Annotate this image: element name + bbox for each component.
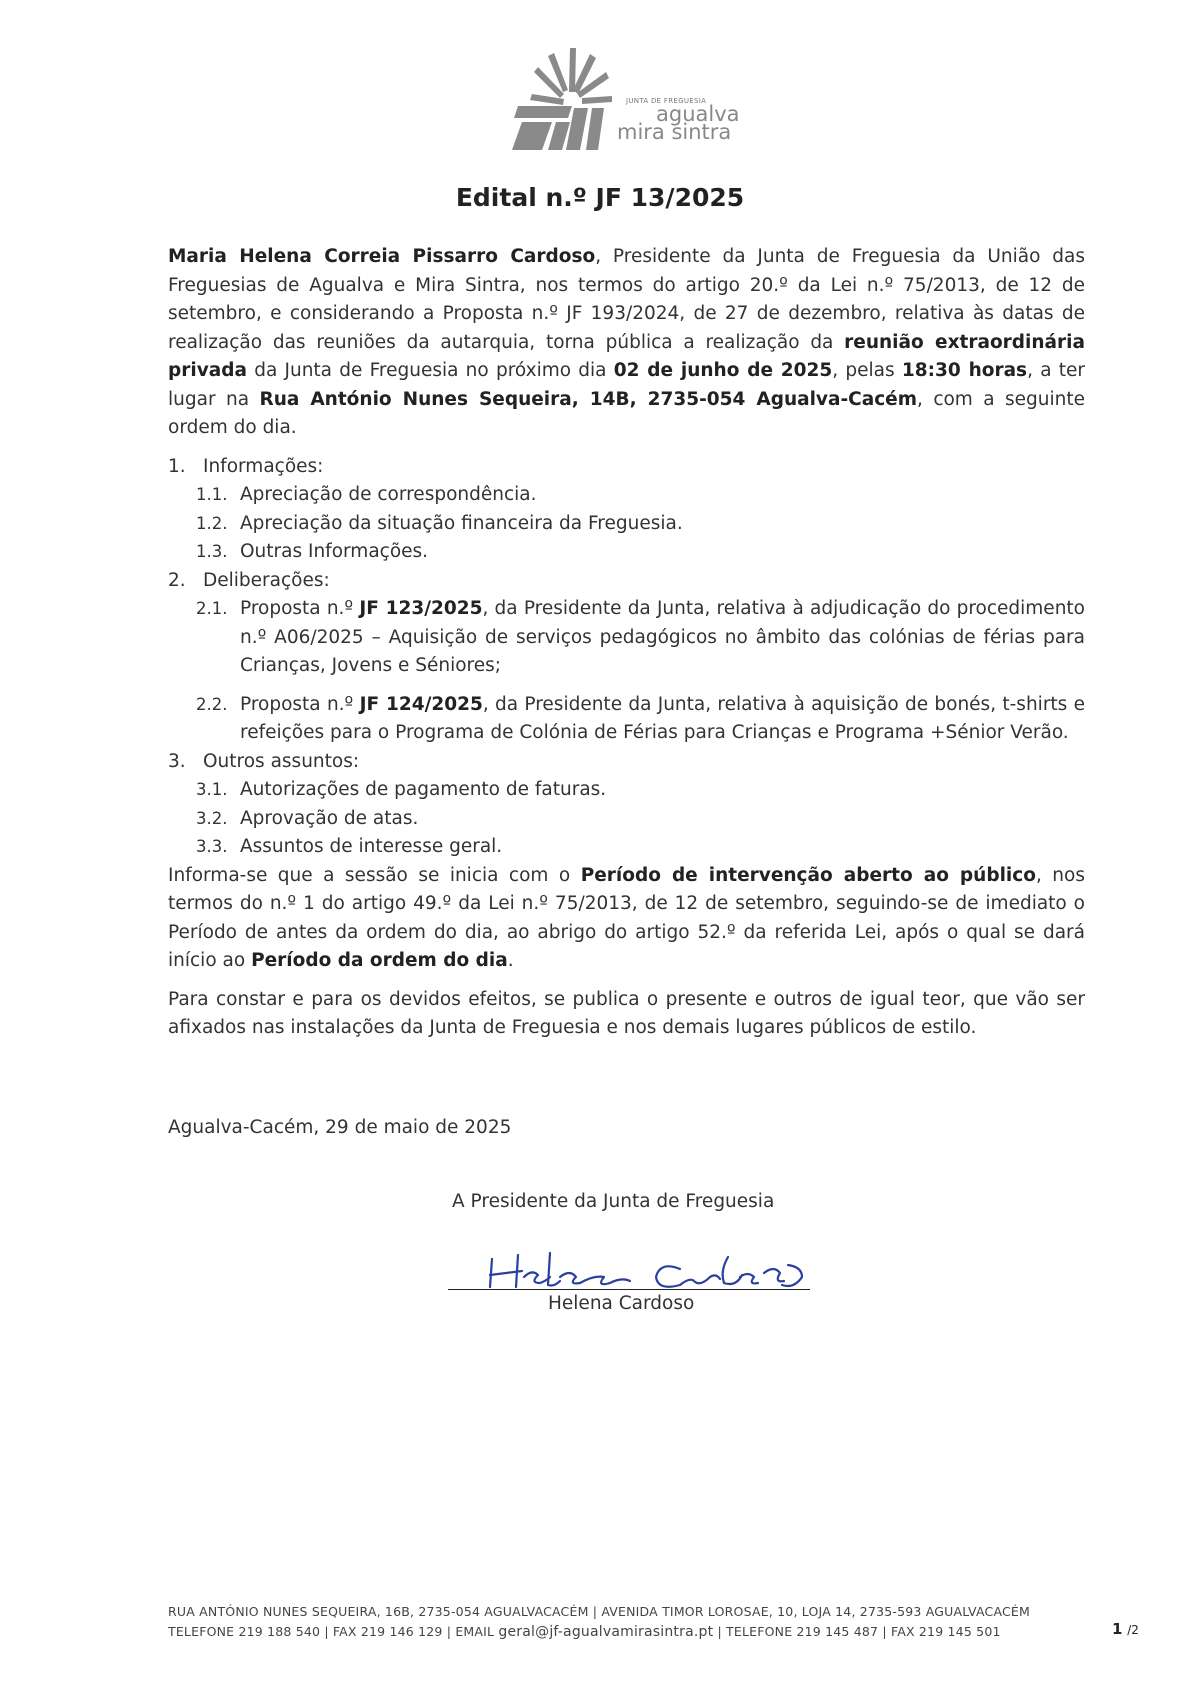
closing-text: , nos termos do n.º 1 do artigo 49.º da Lei n.º 75/2013, de 12 de setembro, seguindo-se de imediato o Período de antes da ordem do dia, ao abrigo do artigo 52.º da referida Lei, após o qual se dará início ao bbox=[168, 864, 1085, 971]
agenda-subitem bbox=[168, 833, 1085, 862]
meeting-time: 18:30 horas bbox=[901, 360, 1028, 381]
agenda-subnumber: 3.3. bbox=[196, 837, 228, 856]
agenda-subnumber: 1.2. bbox=[196, 513, 228, 533]
meeting-date: 02 de junho de 2025 bbox=[613, 360, 833, 381]
intro-text: da Junta de Freguesia no próximo dia bbox=[246, 360, 614, 381]
logo-line-2: mira sintra bbox=[617, 120, 732, 144]
closing-text: . bbox=[507, 950, 514, 971]
closing-paragraph-2: Para constar e para os devidos efeitos, se publica o presente e outros de igual teor, que vão ser afixados nas instalações da Junta de Freguesia e nos demais lugares públicos de estilo. bbox=[168, 988, 1085, 1038]
intro-paragraph bbox=[168, 243, 1085, 443]
footer-contacts bbox=[168, 1622, 1158, 1642]
agenda-subnumber: 3.2. bbox=[196, 808, 228, 828]
footer-addresses: RUA ANTÓNIO NUNES SEQUEIRA, 16B, 2735-054 AGUALVACACÉM | AVENIDA TIMOR LOROSAE, 10, LOJA 14, 2735-593 AGUALVACACÉM bbox=[168, 1604, 1031, 1619]
closing-paragraph bbox=[168, 862, 1085, 976]
intro-text: , Presidente da Junta de Freguesia da União das Freguesias de Agualva e Mira Sintra, nos termos do artigo 20.º da Lei n.º 75/2013, de 12 de setembro, e considerando a Proposta n.º JF 193/2024, de 27 de dezembro, relativa às datas de realização das reuniões da autarquia, torna pública a realização da bbox=[168, 246, 1085, 353]
agenda-subtext: Assuntos de interesse geral. bbox=[240, 836, 503, 857]
president-name: Maria Helena Correia Pissarro Cardoso bbox=[168, 246, 596, 267]
document-body bbox=[168, 243, 1085, 1043]
agenda-subnumber: 1.1. bbox=[196, 485, 228, 504]
signatory-title: A Presidente da Junta de Freguesia bbox=[452, 1191, 775, 1212]
agenda-subtext: Proposta n.º bbox=[240, 693, 360, 715]
agenda-subtext: Aprovação de atas. bbox=[240, 807, 419, 829]
agenda-number: 2. bbox=[168, 569, 186, 591]
proposal-number: JF 124/2025 bbox=[359, 693, 483, 715]
page-total: /2 bbox=[1127, 1623, 1139, 1637]
agenda-item bbox=[168, 748, 1085, 777]
logo-line-1: agualva bbox=[656, 102, 740, 126]
public-period: Período de intervenção aberto ao público bbox=[580, 864, 1036, 886]
agenda-subnumber: 2.1. bbox=[196, 599, 228, 618]
intro-text: , pelas bbox=[832, 360, 902, 381]
page-current: 1 bbox=[1112, 1620, 1123, 1638]
agenda-subtext: Apreciação da situação financeira da Freguesia. bbox=[240, 512, 683, 534]
agenda-item bbox=[168, 453, 1085, 482]
agenda-number: 3. bbox=[168, 750, 186, 772]
agenda-subtext: Proposta n.º bbox=[240, 598, 360, 619]
document-title: Edital n.º JF 13/2025 bbox=[455, 183, 745, 212]
agenda-subitem bbox=[168, 538, 1085, 567]
agenda-subnumber: 2.2. bbox=[196, 694, 228, 714]
footer-phone-fax: TELEFONE 219 188 540 | FAX 219 146 129 | EMAIL bbox=[168, 1624, 499, 1639]
parish-emblem-icon bbox=[512, 44, 622, 156]
agenda-subitem bbox=[168, 481, 1085, 510]
agenda-number: 1. bbox=[168, 455, 186, 477]
agenda-subtext: Apreciação de correspondência. bbox=[240, 484, 537, 505]
agenda-subitem bbox=[168, 510, 1085, 539]
footer-phone-fax-2: | TELEFONE 219 145 487 | FAX 219 145 501 bbox=[713, 1624, 1001, 1639]
agenda-subitem bbox=[168, 776, 1085, 805]
agenda-subtext: , da Presidente da Junta, relativa à aquisição de bonés, t-shirts e refeições para o Programa de Colónia de Férias para Crianças e Programa +Sénior Verão. bbox=[240, 693, 1085, 743]
agenda-label: Informações: bbox=[203, 455, 324, 477]
intro-text: , com a seguinte ordem do dia. bbox=[168, 388, 1086, 438]
agenda-subitem bbox=[168, 595, 1085, 681]
agenda-subitem bbox=[168, 805, 1085, 834]
page-number bbox=[1112, 1620, 1139, 1638]
footer-email: geral@jf-agualvamirasintra.pt bbox=[498, 1624, 714, 1640]
agenda-subnumber: 3.1. bbox=[196, 780, 228, 799]
intro-text: , a ter lugar na bbox=[168, 360, 1085, 410]
agenda-label: Outros assuntos: bbox=[203, 750, 360, 772]
agenda-item bbox=[168, 567, 1085, 596]
logo-small-text: JUNTA DE FREGUESIA bbox=[626, 97, 707, 105]
parish-logo bbox=[512, 44, 752, 156]
signature-line bbox=[448, 1289, 810, 1290]
handwritten-signature bbox=[484, 1247, 824, 1295]
agenda-period: Período da ordem do dia bbox=[251, 950, 508, 971]
place-date: Agualva-Cacém, 29 de maio de 2025 bbox=[168, 1117, 512, 1138]
closing-text: Informa-se que a sessão se inicia com o bbox=[168, 864, 581, 886]
meeting-address: Rua António Nunes Sequeira, 14B, 2735-054 Agualva-Cacém bbox=[259, 388, 918, 410]
agenda-subnumber: 1.3. bbox=[196, 542, 228, 561]
agenda-subitem bbox=[168, 691, 1085, 748]
agenda-label: Deliberações: bbox=[203, 569, 330, 591]
meeting-type: reunião extraordinária privada bbox=[168, 331, 1085, 381]
agenda-subtext: Autorizações de pagamento de faturas. bbox=[240, 779, 607, 800]
proposal-number: JF 123/2025 bbox=[359, 598, 483, 619]
signatory-name: Helena Cardoso bbox=[548, 1293, 695, 1314]
footer bbox=[168, 1602, 1158, 1642]
agenda-subtext: , da Presidente da Junta, relativa à adjudicação do procedimento n.º A06/2025 – Aquisição de serviços pedagógicos no âmbito das colónias de férias para Crianças, Jovens e Séniores; bbox=[240, 598, 1085, 676]
agenda-subtext: Outras Informações. bbox=[240, 541, 429, 562]
